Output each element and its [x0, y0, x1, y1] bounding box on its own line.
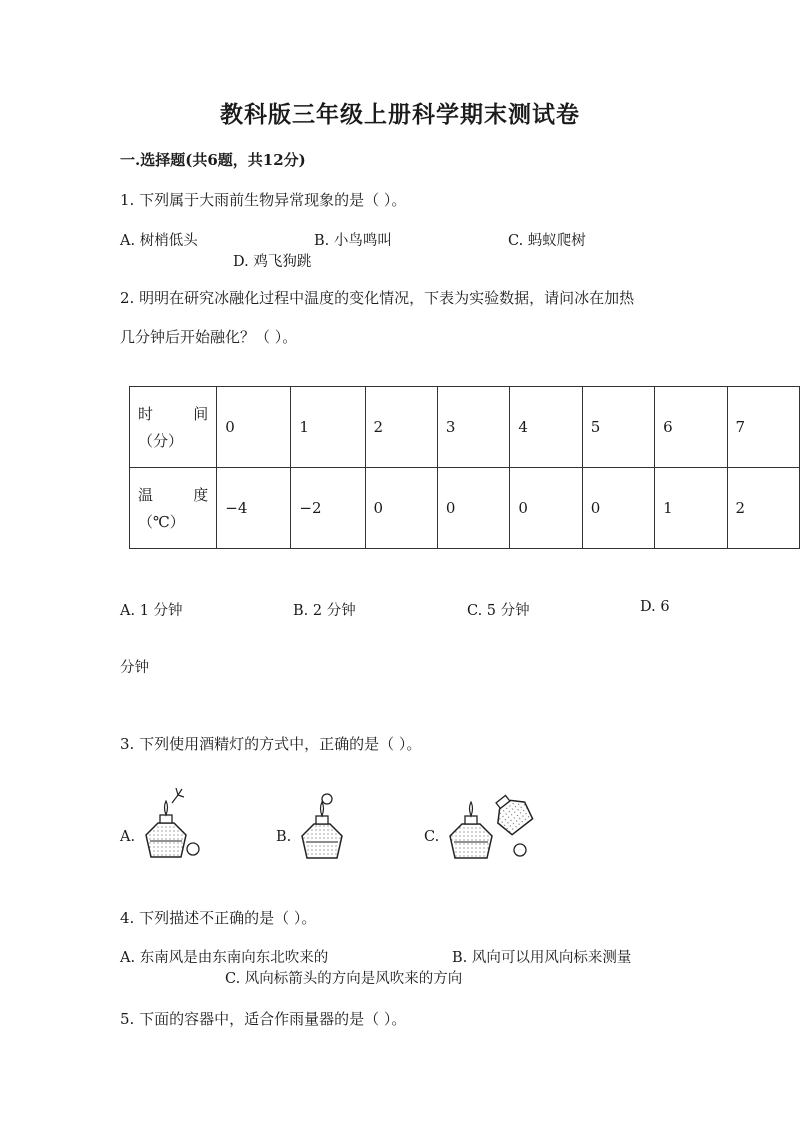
- header-char: 间: [193, 405, 209, 423]
- question-2-stem-line1: 2. 明明在研究冰融化过程中温度的变化情况，下表为实验数据，请问冰在加热: [120, 289, 635, 307]
- table-cell: −2: [291, 468, 365, 549]
- section-heading: 一.选择题(共6题，共12分): [120, 151, 306, 169]
- header-char: 时: [138, 405, 154, 423]
- table-cell: 2: [727, 468, 799, 549]
- question-2-option-d: D. 6: [640, 599, 670, 615]
- table-cell: 7: [727, 387, 799, 468]
- table-cell: 2: [365, 387, 437, 468]
- alcohol-lamp-tilted-icon: [442, 786, 534, 866]
- alcohol-lamp-burning-icon: [294, 792, 354, 866]
- question-2-stem-line2: 几分钟后开始融化？（ ）。: [120, 328, 298, 346]
- question-1-option-d: D. 鸡飞狗跳: [233, 254, 312, 270]
- question-3-label-a: A.: [120, 829, 136, 845]
- question-3-stem: 3. 下列使用酒精灯的方式中，正确的是（ ）。: [120, 735, 422, 753]
- question-4-option-a: A. 东南风是由东南向东北吹来的: [120, 950, 329, 966]
- question-2-option-c: C. 5 分钟: [467, 603, 530, 619]
- table-cell: 0: [437, 468, 509, 549]
- data-table: [129, 386, 800, 549]
- table-row-temperature: [130, 468, 800, 549]
- question-2-option-d-wrap: 分钟: [120, 660, 149, 676]
- header-char: 度: [193, 486, 209, 504]
- table-cell: 6: [655, 387, 727, 468]
- table-cell: 1: [655, 468, 727, 549]
- table-cell: 0: [510, 468, 582, 549]
- page-title: 教科版三年级上册科学期末测试卷: [220, 101, 580, 128]
- alcohol-lamp-lighting-lamp-icon: [136, 785, 206, 865]
- question-5-stem: 5. 下面的容器中，适合作雨量器的是（ ）。: [120, 1010, 407, 1028]
- question-2-option-a: A. 1 分钟: [120, 603, 183, 619]
- table-header-temperature: [130, 468, 217, 549]
- question-4-option-b: B. 风向可以用风向标来测量: [452, 950, 632, 966]
- table-row-time: [130, 387, 800, 468]
- table-cell: 1: [291, 387, 365, 468]
- table-cell: −4: [217, 468, 291, 549]
- table-cell: 5: [582, 387, 654, 468]
- table-cell: 0: [582, 468, 654, 549]
- question-1-option-a: A. 树梢低头: [120, 233, 198, 249]
- table-cell: 0: [217, 387, 291, 468]
- table-cell: 3: [437, 387, 509, 468]
- question-1-stem: 1. 下列属于大雨前生物异常现象的是（ ）。: [120, 191, 407, 209]
- question-2-option-b: B. 2 分钟: [293, 603, 356, 619]
- header-unit: （分）: [138, 432, 184, 450]
- question-3-label-c: C.: [424, 829, 440, 845]
- table-header-time: [130, 387, 217, 468]
- table-cell: 0: [365, 468, 437, 549]
- table-cell: 4: [510, 387, 582, 468]
- question-4-option-c: C. 风向标箭头的方向是风吹来的方向: [225, 971, 463, 987]
- question-4-stem: 4. 下列描述不正确的是（ ）。: [120, 909, 317, 927]
- header-unit: （℃）: [138, 513, 185, 531]
- question-3-label-b: B.: [276, 829, 292, 845]
- question-1-option-b: B. 小鸟鸣叫: [314, 233, 392, 249]
- question-1-option-c: C. 蚂蚁爬树: [508, 233, 586, 249]
- header-char: 温: [138, 486, 154, 504]
